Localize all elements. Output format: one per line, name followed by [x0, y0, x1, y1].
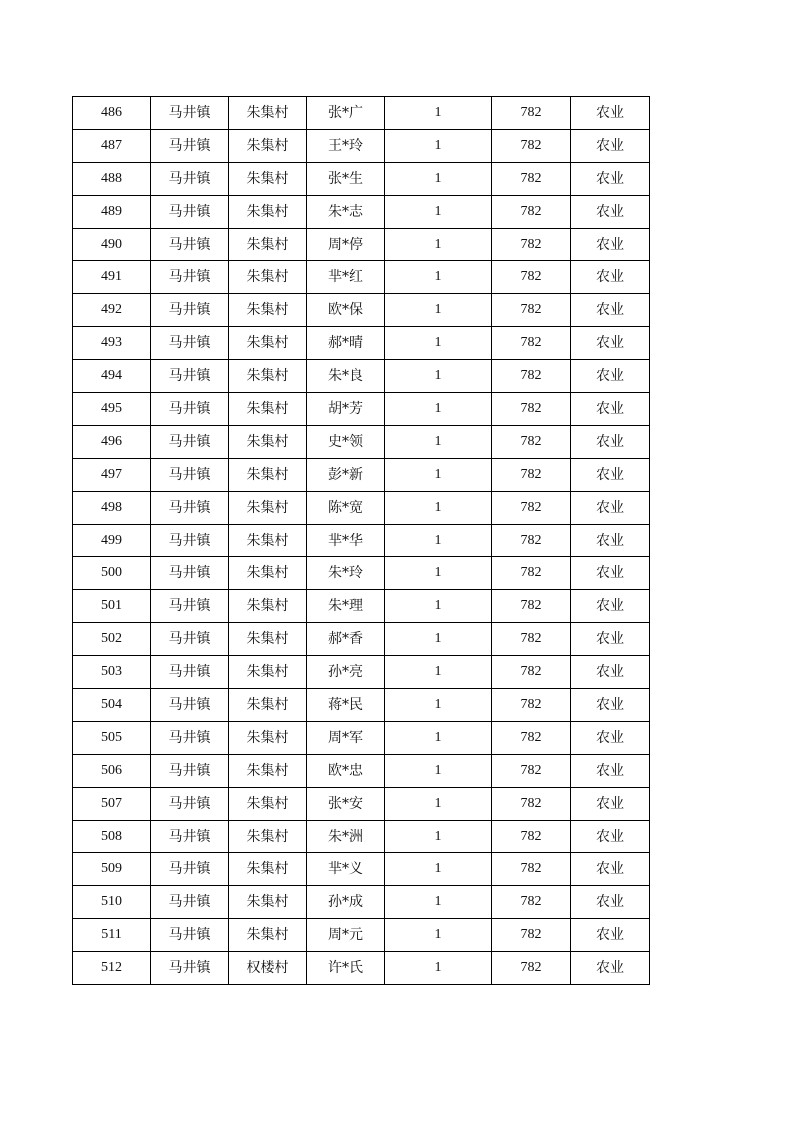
table-row: [73, 754, 650, 787]
table-row: [73, 458, 650, 491]
row-number-cell: 488: [73, 162, 151, 195]
category-cell: 农业: [571, 853, 650, 886]
person-name-cell: 朱*洲: [307, 820, 385, 853]
count-cell: 1: [385, 491, 492, 524]
category-cell: 农业: [571, 919, 650, 952]
town-cell: 马井镇: [151, 557, 229, 590]
town-cell: 马井镇: [151, 820, 229, 853]
town-cell: 马井镇: [151, 656, 229, 689]
category-cell: 农业: [571, 623, 650, 656]
category-cell: 农业: [571, 557, 650, 590]
person-name-cell: 孙*成: [307, 886, 385, 919]
category-cell: 农业: [571, 721, 650, 754]
person-name-cell: 芈*华: [307, 524, 385, 557]
village-cell: 朱集村: [229, 886, 307, 919]
roster-body: [73, 97, 650, 985]
person-name-cell: 陈*宽: [307, 491, 385, 524]
town-cell: 马井镇: [151, 623, 229, 656]
category-cell: 农业: [571, 590, 650, 623]
count-cell: 1: [385, 952, 492, 985]
amount-cell: 782: [492, 623, 571, 656]
person-name-cell: 张*生: [307, 162, 385, 195]
town-cell: 马井镇: [151, 425, 229, 458]
row-number-cell: 507: [73, 787, 151, 820]
town-cell: 马井镇: [151, 129, 229, 162]
town-cell: 马井镇: [151, 97, 229, 130]
row-number-cell: 492: [73, 294, 151, 327]
count-cell: 1: [385, 820, 492, 853]
village-cell: 权楼村: [229, 952, 307, 985]
count-cell: 1: [385, 721, 492, 754]
town-cell: 马井镇: [151, 491, 229, 524]
category-cell: 农业: [571, 294, 650, 327]
row-number-cell: 490: [73, 228, 151, 261]
amount-cell: 782: [492, 162, 571, 195]
category-cell: 农业: [571, 228, 650, 261]
village-cell: 朱集村: [229, 721, 307, 754]
person-name-cell: 周*军: [307, 721, 385, 754]
amount-cell: 782: [492, 195, 571, 228]
amount-cell: 782: [492, 853, 571, 886]
town-cell: 马井镇: [151, 689, 229, 722]
table-row: [73, 491, 650, 524]
category-cell: 农业: [571, 689, 650, 722]
table-row: [73, 195, 650, 228]
table-row: [73, 623, 650, 656]
person-name-cell: 孙*亮: [307, 656, 385, 689]
village-cell: 朱集村: [229, 458, 307, 491]
person-name-cell: 欧*保: [307, 294, 385, 327]
person-name-cell: 周*元: [307, 919, 385, 952]
category-cell: 农业: [571, 162, 650, 195]
village-cell: 朱集村: [229, 360, 307, 393]
village-cell: 朱集村: [229, 656, 307, 689]
row-number-cell: 498: [73, 491, 151, 524]
village-cell: 朱集村: [229, 689, 307, 722]
table-row: [73, 721, 650, 754]
village-cell: 朱集村: [229, 491, 307, 524]
row-number-cell: 489: [73, 195, 151, 228]
category-cell: 农业: [571, 393, 650, 426]
amount-cell: 782: [492, 754, 571, 787]
table-row: [73, 590, 650, 623]
table-row: [73, 261, 650, 294]
person-name-cell: 朱*理: [307, 590, 385, 623]
amount-cell: 782: [492, 491, 571, 524]
table-row: [73, 524, 650, 557]
amount-cell: 782: [492, 327, 571, 360]
person-name-cell: 芈*红: [307, 261, 385, 294]
person-name-cell: 张*安: [307, 787, 385, 820]
amount-cell: 782: [492, 129, 571, 162]
village-cell: 朱集村: [229, 228, 307, 261]
category-cell: 农业: [571, 656, 650, 689]
town-cell: 马井镇: [151, 360, 229, 393]
amount-cell: 782: [492, 261, 571, 294]
town-cell: 马井镇: [151, 590, 229, 623]
table-row: [73, 557, 650, 590]
row-number-cell: 505: [73, 721, 151, 754]
row-number-cell: 495: [73, 393, 151, 426]
row-number-cell: 506: [73, 754, 151, 787]
town-cell: 马井镇: [151, 754, 229, 787]
person-name-cell: 朱*良: [307, 360, 385, 393]
category-cell: 农业: [571, 327, 650, 360]
count-cell: 1: [385, 590, 492, 623]
town-cell: 马井镇: [151, 294, 229, 327]
amount-cell: 782: [492, 919, 571, 952]
row-number-cell: 502: [73, 623, 151, 656]
row-number-cell: 486: [73, 97, 151, 130]
amount-cell: 782: [492, 524, 571, 557]
town-cell: 马井镇: [151, 393, 229, 426]
town-cell: 马井镇: [151, 524, 229, 557]
category-cell: 农业: [571, 360, 650, 393]
person-name-cell: 史*领: [307, 425, 385, 458]
count-cell: 1: [385, 458, 492, 491]
amount-cell: 782: [492, 952, 571, 985]
table-row: [73, 294, 650, 327]
town-cell: 马井镇: [151, 952, 229, 985]
person-name-cell: 朱*志: [307, 195, 385, 228]
town-cell: 马井镇: [151, 853, 229, 886]
village-cell: 朱集村: [229, 820, 307, 853]
amount-cell: 782: [492, 886, 571, 919]
village-cell: 朱集村: [229, 393, 307, 426]
person-name-cell: 胡*芳: [307, 393, 385, 426]
row-number-cell: 500: [73, 557, 151, 590]
table-row: [73, 393, 650, 426]
table-row: [73, 656, 650, 689]
person-name-cell: 郝*晴: [307, 327, 385, 360]
category-cell: 农业: [571, 195, 650, 228]
village-cell: 朱集村: [229, 853, 307, 886]
town-cell: 马井镇: [151, 327, 229, 360]
village-cell: 朱集村: [229, 162, 307, 195]
category-cell: 农业: [571, 97, 650, 130]
village-cell: 朱集村: [229, 261, 307, 294]
count-cell: 1: [385, 623, 492, 656]
count-cell: 1: [385, 327, 492, 360]
count-cell: 1: [385, 97, 492, 130]
count-cell: 1: [385, 162, 492, 195]
village-cell: 朱集村: [229, 754, 307, 787]
village-cell: 朱集村: [229, 524, 307, 557]
amount-cell: 782: [492, 787, 571, 820]
village-cell: 朱集村: [229, 97, 307, 130]
category-cell: 农业: [571, 491, 650, 524]
category-cell: 农业: [571, 129, 650, 162]
person-name-cell: 欧*忠: [307, 754, 385, 787]
amount-cell: 782: [492, 425, 571, 458]
roster-table: [72, 96, 650, 985]
row-number-cell: 487: [73, 129, 151, 162]
count-cell: 1: [385, 294, 492, 327]
row-number-cell: 501: [73, 590, 151, 623]
count-cell: 1: [385, 425, 492, 458]
village-cell: 朱集村: [229, 919, 307, 952]
table-row: [73, 162, 650, 195]
amount-cell: 782: [492, 689, 571, 722]
table-row: [73, 360, 650, 393]
table-row: [73, 919, 650, 952]
table-row: [73, 228, 650, 261]
person-name-cell: 周*停: [307, 228, 385, 261]
count-cell: 1: [385, 195, 492, 228]
row-number-cell: 509: [73, 853, 151, 886]
person-name-cell: 朱*玲: [307, 557, 385, 590]
village-cell: 朱集村: [229, 590, 307, 623]
person-name-cell: 郝*香: [307, 623, 385, 656]
amount-cell: 782: [492, 458, 571, 491]
table-row: [73, 853, 650, 886]
row-number-cell: 493: [73, 327, 151, 360]
category-cell: 农业: [571, 787, 650, 820]
amount-cell: 782: [492, 557, 571, 590]
count-cell: 1: [385, 787, 492, 820]
row-number-cell: 497: [73, 458, 151, 491]
town-cell: 马井镇: [151, 228, 229, 261]
count-cell: 1: [385, 261, 492, 294]
category-cell: 农业: [571, 425, 650, 458]
town-cell: 马井镇: [151, 261, 229, 294]
person-name-cell: 许*氏: [307, 952, 385, 985]
amount-cell: 782: [492, 393, 571, 426]
table-row: [73, 689, 650, 722]
table-row: [73, 820, 650, 853]
category-cell: 农业: [571, 261, 650, 294]
town-cell: 马井镇: [151, 721, 229, 754]
row-number-cell: 508: [73, 820, 151, 853]
amount-cell: 782: [492, 360, 571, 393]
town-cell: 马井镇: [151, 886, 229, 919]
category-cell: 农业: [571, 458, 650, 491]
amount-cell: 782: [492, 228, 571, 261]
town-cell: 马井镇: [151, 787, 229, 820]
person-name-cell: 王*玲: [307, 129, 385, 162]
count-cell: 1: [385, 228, 492, 261]
count-cell: 1: [385, 129, 492, 162]
row-number-cell: 511: [73, 919, 151, 952]
village-cell: 朱集村: [229, 129, 307, 162]
row-number-cell: 510: [73, 886, 151, 919]
amount-cell: 782: [492, 820, 571, 853]
village-cell: 朱集村: [229, 425, 307, 458]
count-cell: 1: [385, 853, 492, 886]
village-cell: 朱集村: [229, 787, 307, 820]
category-cell: 农业: [571, 754, 650, 787]
table-row: [73, 787, 650, 820]
town-cell: 马井镇: [151, 162, 229, 195]
town-cell: 马井镇: [151, 458, 229, 491]
person-name-cell: 芈*义: [307, 853, 385, 886]
category-cell: 农业: [571, 886, 650, 919]
village-cell: 朱集村: [229, 327, 307, 360]
count-cell: 1: [385, 919, 492, 952]
table-row: [73, 425, 650, 458]
town-cell: 马井镇: [151, 919, 229, 952]
category-cell: 农业: [571, 524, 650, 557]
count-cell: 1: [385, 524, 492, 557]
row-number-cell: 504: [73, 689, 151, 722]
row-number-cell: 491: [73, 261, 151, 294]
town-cell: 马井镇: [151, 195, 229, 228]
count-cell: 1: [385, 656, 492, 689]
person-name-cell: 彭*新: [307, 458, 385, 491]
village-cell: 朱集村: [229, 294, 307, 327]
table-row: [73, 97, 650, 130]
count-cell: 1: [385, 557, 492, 590]
village-cell: 朱集村: [229, 557, 307, 590]
row-number-cell: 494: [73, 360, 151, 393]
table-row: [73, 886, 650, 919]
row-number-cell: 503: [73, 656, 151, 689]
amount-cell: 782: [492, 294, 571, 327]
row-number-cell: 499: [73, 524, 151, 557]
table-row: [73, 129, 650, 162]
row-number-cell: 496: [73, 425, 151, 458]
table-row: [73, 327, 650, 360]
person-name-cell: 蒋*民: [307, 689, 385, 722]
category-cell: 农业: [571, 820, 650, 853]
count-cell: 1: [385, 754, 492, 787]
amount-cell: 782: [492, 721, 571, 754]
count-cell: 1: [385, 393, 492, 426]
table-row: [73, 952, 650, 985]
count-cell: 1: [385, 886, 492, 919]
category-cell: 农业: [571, 952, 650, 985]
amount-cell: 782: [492, 590, 571, 623]
village-cell: 朱集村: [229, 195, 307, 228]
amount-cell: 782: [492, 656, 571, 689]
count-cell: 1: [385, 360, 492, 393]
person-name-cell: 张*广: [307, 97, 385, 130]
amount-cell: 782: [492, 97, 571, 130]
village-cell: 朱集村: [229, 623, 307, 656]
count-cell: 1: [385, 689, 492, 722]
row-number-cell: 512: [73, 952, 151, 985]
